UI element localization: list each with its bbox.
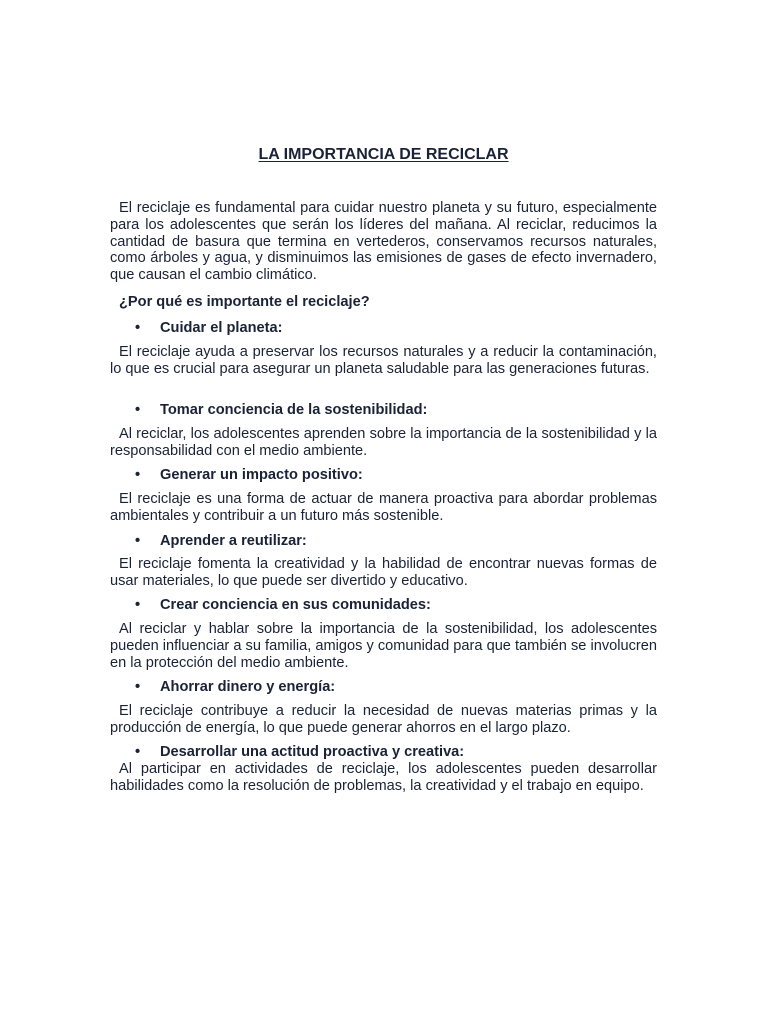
intro-paragraph: El reciclaje es fundamental para cuidar nuestro planeta y su futuro, especialmente para los adolescentes que serán los líderes del mañana. Al reciclar, reducimos la cantidad de basura que termina en vertederos, conservamos recursos naturales, como árboles y agua, y disminuimos las emisiones de gases de efecto invernadero, que causan el cambio climático.: [110, 200, 657, 284]
bullet-heading-text: Crear conciencia en sus comunidades:: [160, 597, 431, 613]
bullet-heading-text: Tomar conciencia de la sostenibilidad:: [160, 402, 428, 418]
section-paragraph: Al participar en actividades de reciclaje, los adolescentes pueden desarrollar habilidades como la resolución de problemas, la creatividad y el trabajo en equipo.: [110, 761, 657, 794]
bullet-icon: •: [135, 679, 141, 695]
bullet-heading: [135, 597, 431, 614]
bullet-heading-text: Generar un impacto positivo:: [160, 467, 363, 483]
section-question: ¿Por qué es importante el reciclaje?: [119, 294, 370, 310]
bullet-icon: •: [135, 402, 141, 418]
bullet-heading-text: Desarrollar una actitud proactiva y creativa:: [160, 744, 465, 760]
document-page: [110, 0, 657, 1024]
section-paragraph: Al reciclar y hablar sobre la importancia de la sostenibilidad, los adolescentes pueden influenciar a su familia, amigos y comunidad para que también se involucren en la protección del medio ambiente.: [110, 621, 657, 671]
document-title: LA IMPORTANCIA DE RECICLAR: [258, 146, 509, 163]
bullet-icon: •: [135, 744, 141, 760]
section-paragraph: El reciclaje contribuye a reducir la necesidad de nuevas materias primas y la producción de energía, lo que puede generar ahorros en el largo plazo.: [110, 703, 657, 736]
bullet-heading-text: Ahorrar dinero y energía:: [160, 679, 336, 695]
bullet-heading: [135, 402, 427, 419]
section-paragraph: El reciclaje ayuda a preservar los recursos naturales y a reducir la contaminación, lo que es crucial para asegurar un planeta saludable para las generaciones futuras.: [110, 344, 657, 377]
bullet-heading: [135, 744, 464, 761]
bullet-heading: [135, 679, 335, 696]
bullet-icon: •: [135, 320, 141, 336]
bullet-heading: [135, 467, 363, 484]
bullet-heading: [135, 320, 282, 337]
bullet-icon: •: [135, 597, 141, 613]
section-paragraph: Al reciclar, los adolescentes aprenden sobre la importancia de la sostenibilidad y la responsabilidad con el medio ambiente.: [110, 426, 657, 459]
section-paragraph: El reciclaje fomenta la creatividad y la habilidad de encontrar nuevas formas de usar materiales, lo que puede ser divertido y educativo.: [110, 556, 657, 589]
bullet-heading-text: Aprender a reutilizar:: [160, 533, 307, 549]
section-paragraph: El reciclaje es una forma de actuar de manera proactiva para abordar problemas ambientales y contribuir a un futuro más sostenible.: [110, 491, 657, 524]
bullet-heading-text: Cuidar el planeta:: [160, 320, 283, 336]
bullet-icon: •: [135, 533, 141, 549]
bullet-icon: •: [135, 467, 141, 483]
bullet-heading: [135, 533, 307, 550]
